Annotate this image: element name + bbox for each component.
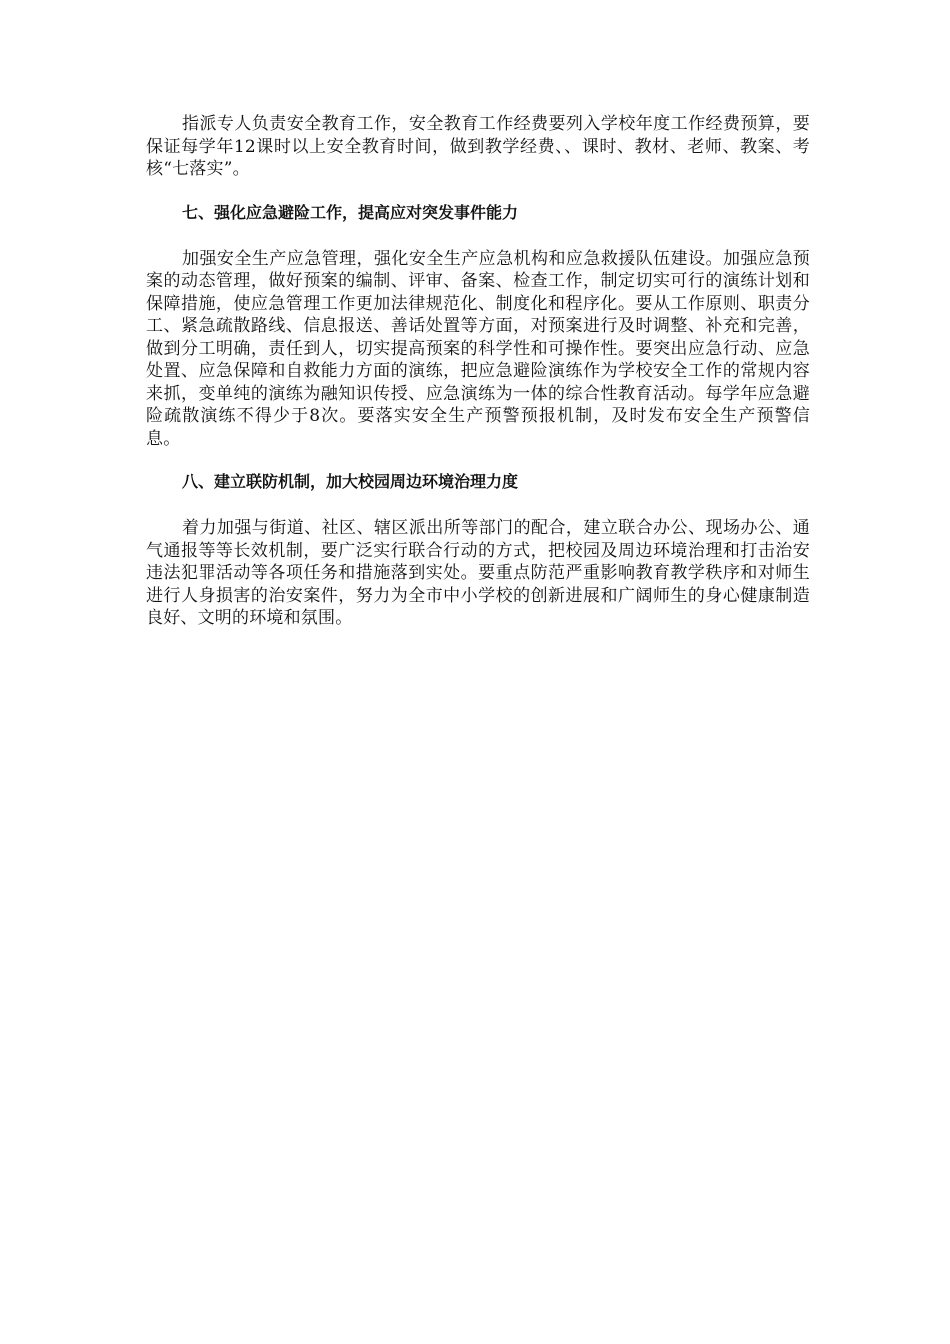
paragraph-joint-defense: 着力加强与街道、社区、辖区派出所等部门的配合，建立联合办公、现场办公、通气通报等等长效机制，要广泛实行联合行动的方式，把校园及周边环境治理和打击治安违法犯罪活动等各项任务和措施落到实处。要重点防范严重影响教育教学秩序和对师生进行人身损害的治安案件，努力为全市中小学校的创新进展和广阔师生的身心健康制造良好、文明的环境和氛围。	[146, 518, 810, 628]
document-page	[146, 113, 810, 630]
section-heading-7: 七、强化应急避险工作，提高应对突发事件能力	[182, 202, 519, 222]
section-heading-8: 八、建立联防机制，加大校园周边环境治理力度	[182, 472, 519, 491]
paragraph-safety-education-funding: 指派专人负责安全教育工作，安全教育工作经费要列入学校年度工作经费预算，要保证每学年12课时以上安全教育时间，做到教学经费、、课时、教材、老师、教案、考核“七落实”。	[146, 114, 810, 179]
paragraph-emergency-management: 加强安全生产应急管理，强化安全生产应急机构和应急救援队伍建设。加强应急预案的动态管理，做好预案的编制、评审、备案、检查工作，制定切实可行的演练计划和保障措施，使应急管理工作更加法律规范化、制度化和程序化。要从工作原则、职责分工、紧急疏散路线、信息报送、善话处置等方面，对预案进行及时调整、补充和完善，做到分工明确，责任到人，切实提高预案的科学性和可操作性。要突出应急行动、应急处置、应急保障和自救能力方面的演练，把应急避险演练作为学校安全工作的常规内容来抓，变单纯的演练为融知识传授、应急演练为一体的综合性教育活动。每学年应急避险疏散演练不得少于8次。要落实安全生产预警预报机制，及时发布安全生产预警信息。	[146, 248, 810, 449]
